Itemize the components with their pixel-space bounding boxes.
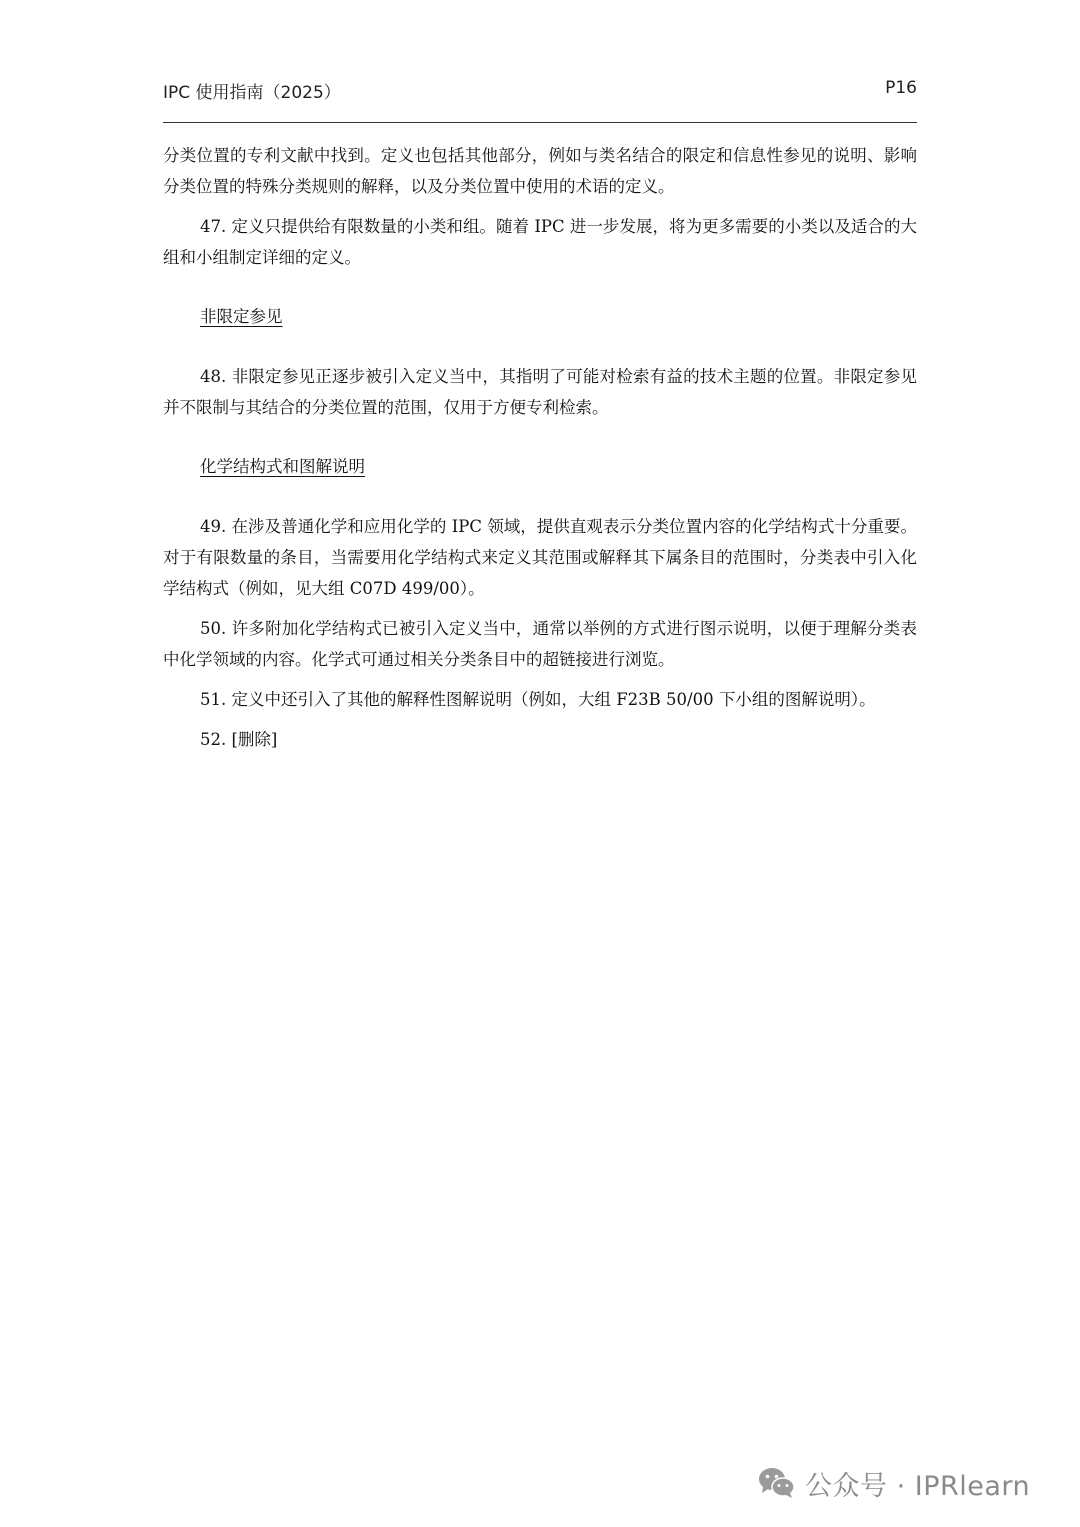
watermark bbox=[757, 1465, 1030, 1501]
wechat-icon bbox=[757, 1466, 797, 1500]
paragraph-49: 49. 在涉及普通化学和应用化学的 IPC 领域，提供直观表示分类位置内容的化学结构式十分重要。对于有限数量的条目，当需要用化学结构式来定义其范围或解释其下属条目的范围时，分类表中引入化学结构式（例如，见大组 C07D 499/00）。 bbox=[163, 517, 917, 598]
paragraph-continuation: 分类位置的专利文献中找到。定义也包括其他部分，例如与类名结合的限定和信息性参见的说明、影响分类位置的特殊分类规则的解释，以及分类位置中使用的术语的定义。 bbox=[163, 146, 917, 196]
paragraph-48: 48. 非限定参见正逐步被引入定义当中，其指明了可能对检索有益的技术主题的位置。非限定参见并不限制与其结合的分类位置的范围，仅用于方便专利检索。 bbox=[163, 367, 917, 417]
page-number: P16 bbox=[885, 78, 917, 98]
paragraph-52: 52. [删除] bbox=[200, 730, 278, 749]
watermark-text: 公众号 · IPRlearn bbox=[805, 1470, 1031, 1502]
header-divider bbox=[163, 122, 917, 123]
paragraph-51: 51. 定义中还引入了其他的解释性图解说明（例如，大组 F23B 50/00 下小组的图解说明）。 bbox=[200, 690, 876, 709]
section-heading-nonlimiting-references: 非限定参见 bbox=[200, 307, 283, 326]
page-header bbox=[163, 78, 917, 104]
document-title: IPC 使用指南（2025） bbox=[163, 83, 341, 103]
section-heading-chemical-formulae: 化学结构式和图解说明 bbox=[200, 457, 365, 476]
paragraph-50: 50. 许多附加化学结构式已被引入定义当中，通常以举例的方式进行图示说明，以便于理解分类表中化学领域的内容。化学式可通过相关分类条目中的超链接进行浏览。 bbox=[163, 619, 917, 669]
document-body bbox=[163, 140, 917, 764]
paragraph-47: 47. 定义只提供给有限数量的小类和组。随着 IPC 进一步发展，将为更多需要的小类以及适合的大组和小组制定详细的定义。 bbox=[163, 217, 917, 267]
